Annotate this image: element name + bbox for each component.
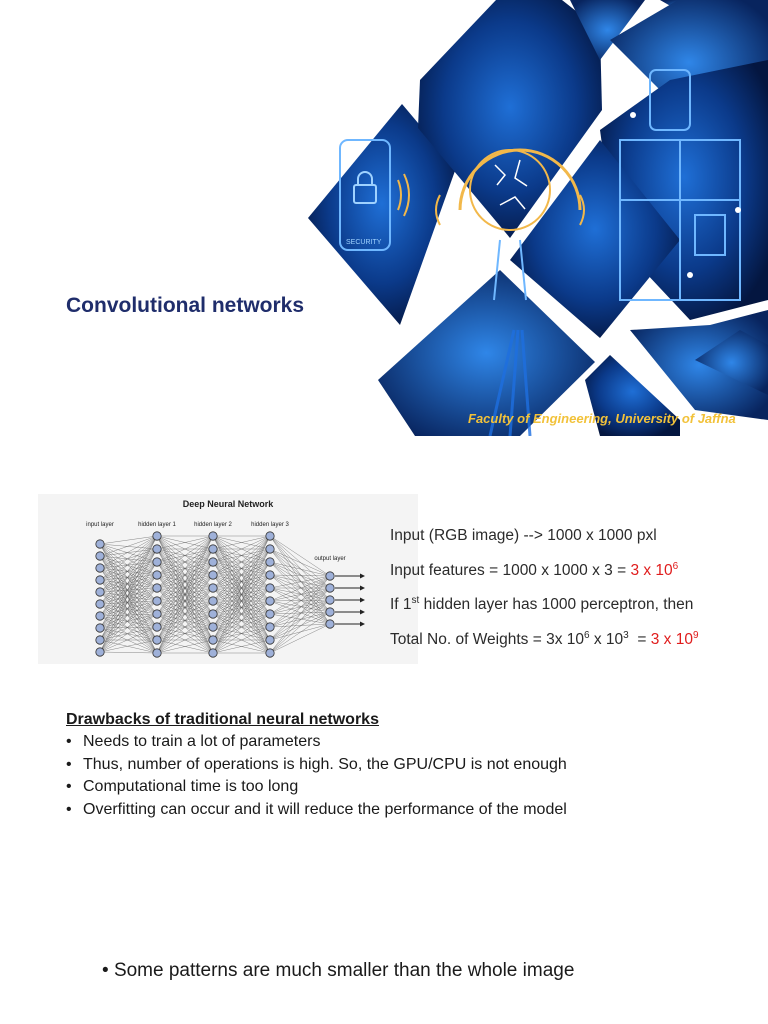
equation-line: Input (RGB image) --> 1000 x 1000 pxl — [390, 527, 657, 544]
neuron — [209, 649, 217, 657]
title-slide — [0, 0, 768, 436]
neuron — [153, 571, 161, 579]
equations — [390, 525, 699, 663]
highlight-value: 3 x $10^6$ — [630, 560, 679, 579]
neuron — [326, 608, 334, 616]
neuron — [326, 596, 334, 604]
neuron — [96, 540, 104, 548]
neuron — [153, 558, 161, 566]
neuron — [96, 576, 104, 584]
neuron — [209, 545, 217, 553]
list-item: • Needs to train a lot of parameters — [66, 733, 321, 750]
drawbacks-heading: Drawbacks of traditional neural networks — [66, 711, 379, 728]
neuron — [266, 571, 274, 579]
neuron — [96, 648, 104, 656]
layer-label: hidden layer 1 — [138, 522, 176, 528]
neuron — [266, 558, 274, 566]
neuron — [96, 612, 104, 620]
neuron — [153, 623, 161, 631]
security-label: SECURITY — [346, 239, 382, 246]
neuron — [153, 597, 161, 605]
neuron — [153, 584, 161, 592]
neural-network-diagram — [38, 494, 418, 664]
neuron — [266, 584, 274, 592]
neuron — [266, 623, 274, 631]
neuron — [209, 623, 217, 631]
neuron — [153, 545, 161, 553]
neuron — [96, 552, 104, 560]
neuron — [209, 597, 217, 605]
equation-line: Total No. of Weights = 3x $10^6$ x $10^3 = 3$ x $10^9$ — [390, 629, 699, 648]
list-item: • Thus, number of operations is high. So, the GPU/CPU is not enough — [66, 755, 567, 773]
neuron — [266, 610, 274, 618]
drawbacks-list — [66, 731, 567, 821]
diagram-title: Deep Neural Network — [182, 499, 274, 509]
neuron — [266, 649, 274, 657]
neuron — [266, 597, 274, 605]
neuron — [96, 600, 104, 608]
neuron — [96, 636, 104, 644]
neuron — [96, 588, 104, 596]
layer-label: hidden layer 3 — [251, 522, 289, 528]
footer-bullet: • Some patterns are much smaller than the whole image — [102, 960, 575, 981]
neuron — [96, 564, 104, 572]
layer-label: input layer — [86, 522, 114, 528]
neuron — [266, 636, 274, 644]
neuron — [153, 532, 161, 540]
neuron — [153, 610, 161, 618]
neuron — [153, 649, 161, 657]
neuron — [266, 532, 274, 540]
layer-label: hidden layer 2 — [194, 522, 232, 528]
neuron — [209, 610, 217, 618]
neuron — [326, 572, 334, 580]
banner-image — [300, 0, 768, 436]
neuron — [266, 545, 274, 553]
faculty-caption: Faculty of Engineering, University of Jaffna — [468, 411, 736, 426]
neuron — [153, 636, 161, 644]
neuron — [209, 532, 217, 540]
neuron — [96, 624, 104, 632]
neuron — [209, 636, 217, 644]
drawbacks-section — [66, 711, 567, 821]
neuron — [209, 571, 217, 579]
highlight-value: 3 x $10^9$ — [650, 629, 699, 648]
neuron — [209, 558, 217, 566]
equation-line: Input features = 1000 x 1000 x 3 = 3 x $10^6$ — [390, 560, 679, 579]
neuron — [209, 584, 217, 592]
list-item: • Computational time is too long — [66, 778, 299, 795]
list-item: • Overfitting can occur and it will reduce the performance of the model — [66, 800, 567, 818]
layer-label: output layer — [314, 556, 346, 562]
slide-title: Convolutional networks — [66, 294, 305, 317]
neuron — [326, 620, 334, 628]
equation-line: If 1st hidden layer has 1000 perceptron, then — [390, 594, 694, 613]
neuron — [326, 584, 334, 592]
